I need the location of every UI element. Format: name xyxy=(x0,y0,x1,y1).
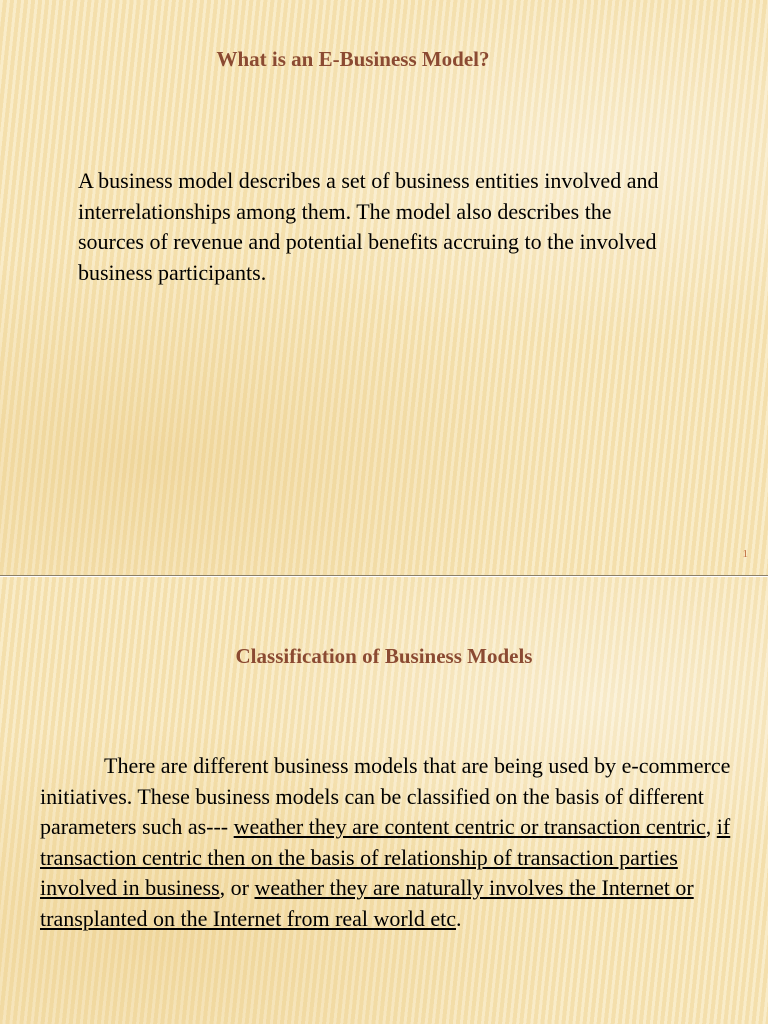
underlined-phrase-3: weather they are naturally involves the Internet or transplanted on the Internet from real world etc xyxy=(40,875,694,931)
slide-2-paragraph xyxy=(40,751,740,934)
paragraph-end: . xyxy=(456,905,462,931)
slide-1-title: What is an E-Business Model? xyxy=(216,47,490,71)
slide-2-title: Classification of Business Models xyxy=(235,644,533,668)
slide-1-paragraph: A business model describes a set of business entities involved and interrelationships among them. The model also describes the sources of revenue and potential benefits accruing to the involved business participants. xyxy=(78,168,659,285)
separator-1: , xyxy=(705,814,717,839)
page-number: 1 xyxy=(742,548,748,560)
underlined-phrase-2: if transaction centric then on the basis of relationship of transaction parties involved in business xyxy=(40,814,731,900)
separator-2: , or xyxy=(219,875,255,900)
underlined-phrase-1: weather they are content centric or transaction centric xyxy=(233,814,706,839)
paragraph-intro: There are different business models that are being used by e-commerce initiatives. These business models can be classified on the basis of different parameters such as--- xyxy=(40,753,731,839)
